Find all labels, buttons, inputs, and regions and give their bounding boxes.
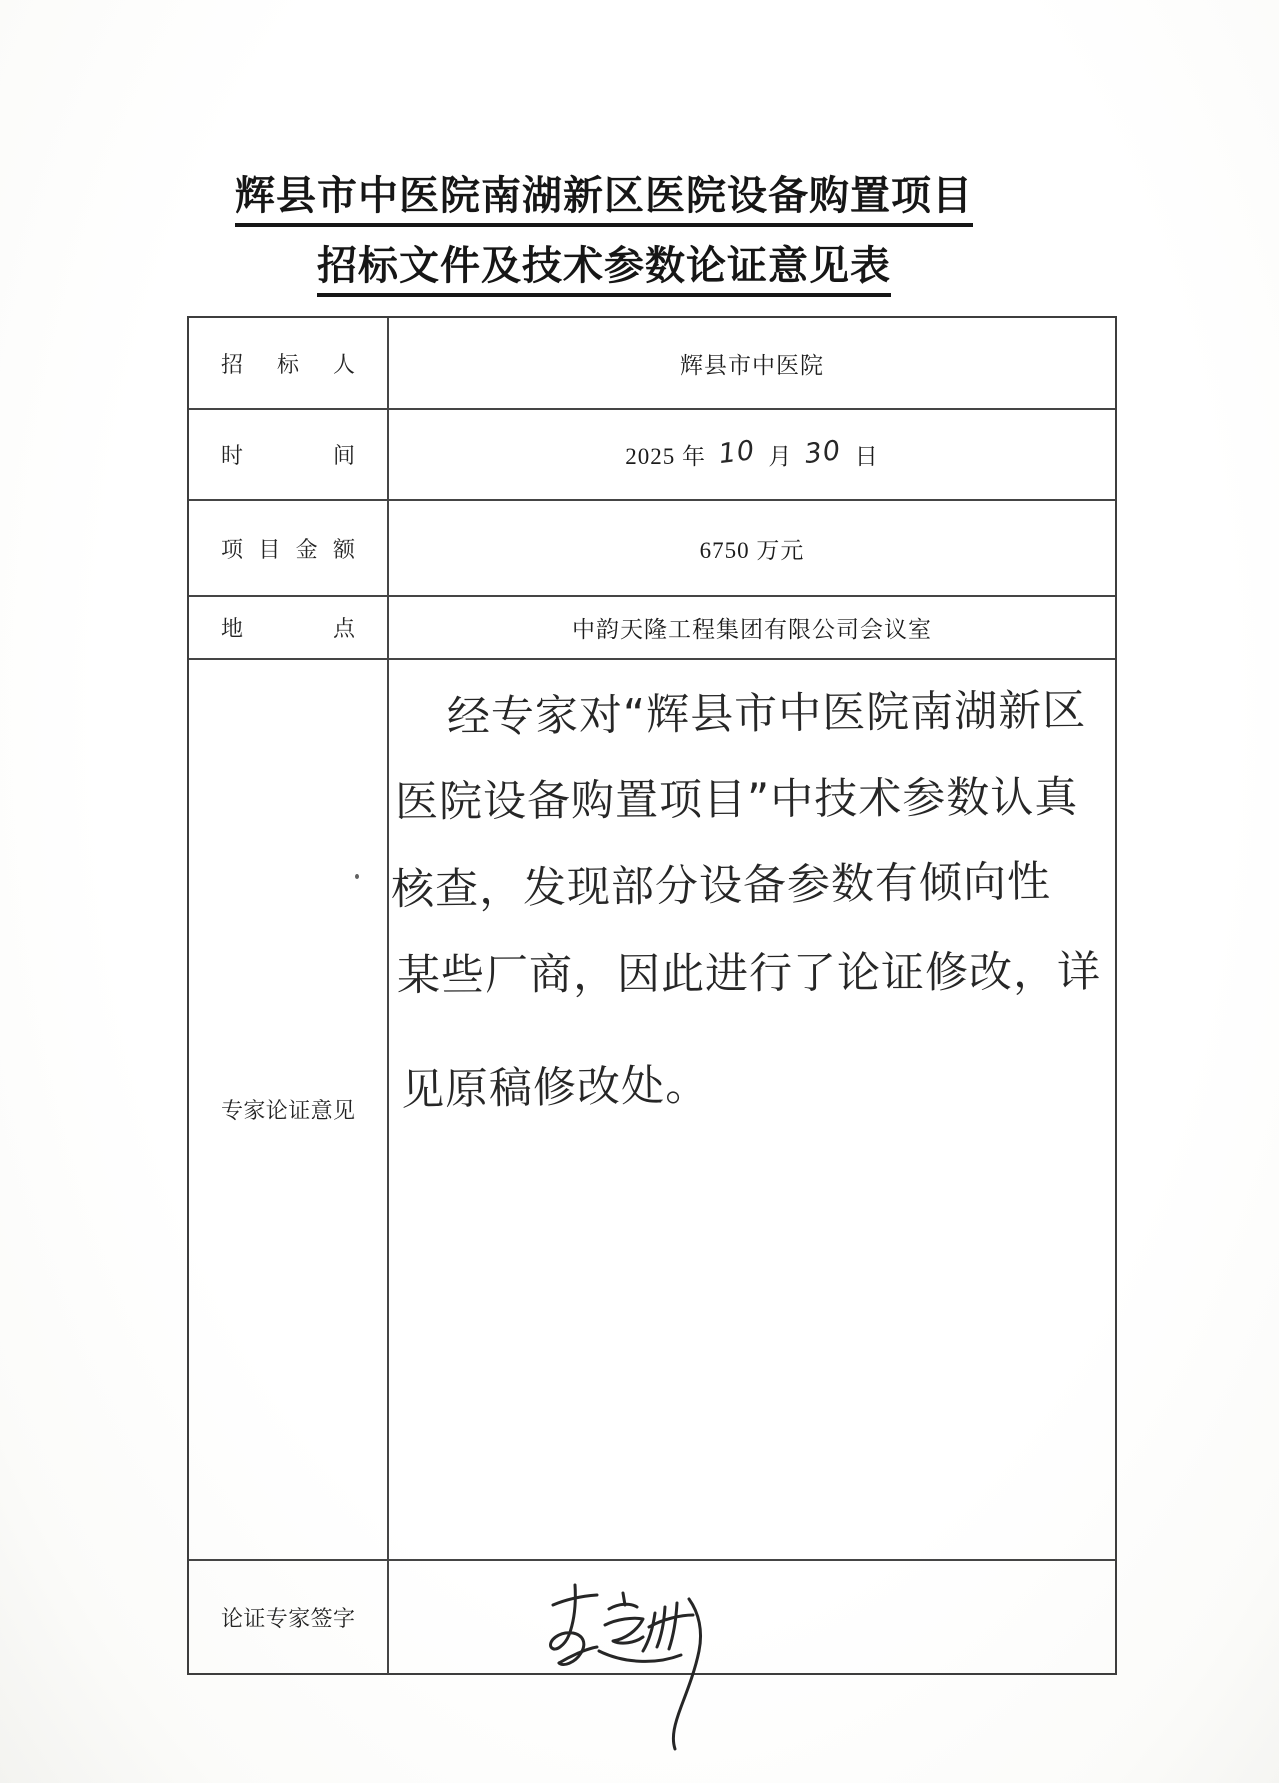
opinion-form-table	[187, 316, 1117, 1675]
signature-label: 论证专家签字	[221, 1606, 355, 1631]
document-title-line1-text: 辉县市中医院南湖新区医院设备购置项目	[235, 174, 973, 227]
date-day-handwritten: 30	[803, 434, 844, 471]
date-month-unit: 月	[768, 444, 793, 469]
date-year: 2025 年	[625, 444, 707, 469]
document-title-line2-text: 招标文件及技术参数论证意见表	[317, 244, 891, 297]
handwritten-opinion-line: 经专家对“辉县市中医院南湖新区	[446, 685, 1087, 743]
date-label-cell	[189, 410, 389, 499]
table-row-amount	[189, 499, 1115, 595]
handwritten-opinion-line: 见原稿修改处。	[400, 1060, 710, 1116]
signature-label-cell	[189, 1561, 389, 1674]
date-day-unit: 日	[854, 444, 879, 469]
table-row-date	[189, 408, 1115, 499]
table-row-location	[189, 595, 1115, 658]
table-row-bidder	[189, 318, 1115, 408]
bidder-value-cell	[389, 318, 1115, 408]
handwritten-signature	[539, 1579, 735, 1755]
table-row-signature	[189, 1559, 1115, 1674]
opinion-label: 专家论证意见	[221, 1098, 355, 1123]
location-value: 中韵天隆工程集团有限公司会议室	[572, 617, 932, 642]
ink-speck	[355, 874, 359, 879]
date-value-cell	[389, 410, 1115, 499]
handwritten-opinion-line: 医院设备购置项目”中技术参数认真	[394, 772, 1079, 828]
document-title-line2	[139, 234, 1069, 291]
bidder-label-cell	[189, 318, 389, 408]
handwritten-opinion-line: 某些厂商，因此进行了论证修改，详	[396, 947, 1102, 1001]
location-value-cell	[389, 597, 1115, 658]
signature-scrawl	[539, 1579, 735, 1755]
opinion-value-cell	[389, 660, 1115, 1559]
location-label-cell	[189, 597, 389, 658]
amount-value: 6750 万元	[699, 537, 805, 563]
handwritten-opinion-line: 核查，发现部分设备参数有倾向性	[390, 856, 1052, 916]
document-title-line1	[139, 164, 1069, 221]
signature-value-cell	[389, 1561, 1115, 1674]
amount-label: 项目金额	[221, 536, 355, 562]
date-month-handwritten: 10	[717, 434, 757, 471]
amount-label-cell	[189, 501, 389, 595]
date-label: 时间	[221, 443, 355, 468]
bidder-label: 招标人	[221, 351, 355, 377]
opinion-label-cell	[189, 660, 389, 1559]
table-row-expert-opinion	[189, 658, 1115, 1559]
bidder-value: 辉县市中医院	[680, 352, 824, 378]
location-label: 地点	[221, 616, 355, 641]
amount-value-cell	[389, 501, 1115, 595]
